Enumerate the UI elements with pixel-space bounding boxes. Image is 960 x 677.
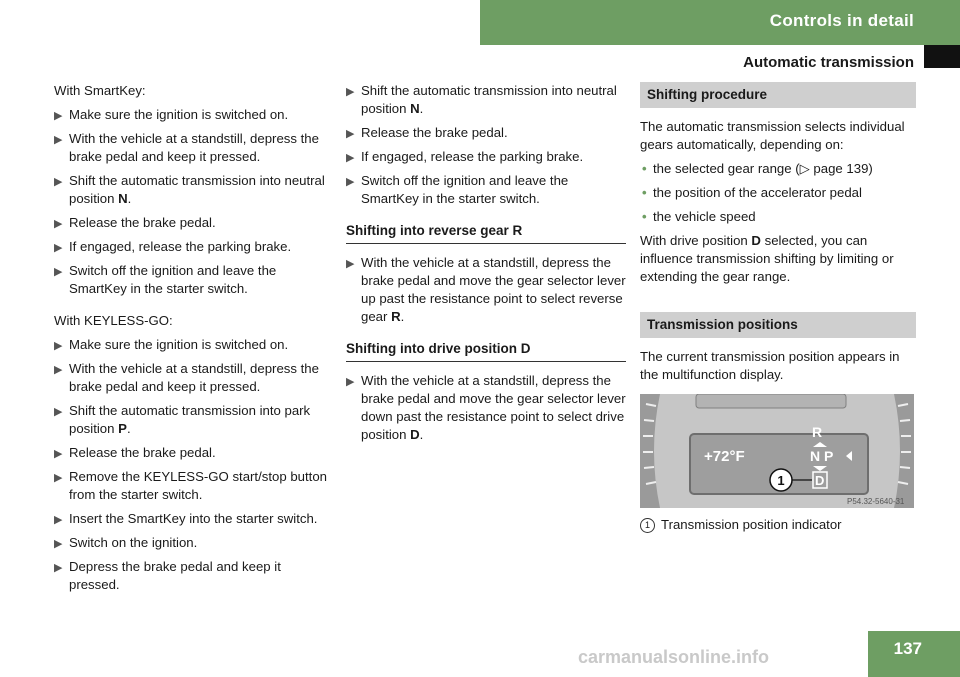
arrow-icon: ▶ bbox=[54, 364, 63, 376]
list-item: ▶ With the vehicle at a standstill, depress the brake pedal and move the gear selector lever down past the resistance point to select drive position D. bbox=[346, 373, 626, 442]
drive-heading: Shifting into drive position D bbox=[346, 340, 626, 362]
arrow-icon: ▶ bbox=[346, 176, 355, 188]
page-number: 137 bbox=[868, 631, 960, 677]
shifting-intro: The automatic transmission selects individual gears automatically, depending on: bbox=[640, 119, 905, 152]
bullet-icon: • bbox=[642, 209, 647, 224]
list-item: ▶ Switch on the ignition. bbox=[54, 534, 332, 552]
arrow-icon: ▶ bbox=[346, 376, 355, 388]
list-item: ▶ Switch off the ignition and leave the SmartKey in the starter switch. bbox=[346, 173, 569, 206]
list-item: ▶ Shift the automatic transmission into park position P. bbox=[54, 403, 311, 436]
figure-code: P54.32-5640-31 bbox=[847, 497, 905, 506]
drive-position-text: With drive position D selected, you can influence transmission shifting by limiting or extending the gear range. bbox=[640, 233, 894, 284]
list-item: ▶ Make sure the ignition is switched on. bbox=[54, 106, 332, 124]
list-item: • the selected gear range (▷ page 139) bbox=[642, 161, 873, 176]
chapter-title: Automatic transmission bbox=[743, 54, 914, 71]
arrow-icon: ▶ bbox=[54, 538, 63, 550]
arrow-icon: ▶ bbox=[346, 258, 355, 270]
top-panel bbox=[696, 394, 846, 408]
arrow-icon: ▶ bbox=[346, 152, 355, 164]
list-item: ▶ Make sure the ignition is switched on. bbox=[54, 336, 332, 354]
list-item: ▶ With the vehicle at a standstill, depress the brake pedal and keep it pressed. bbox=[54, 361, 319, 394]
reverse-heading: Shifting into reverse gear R bbox=[346, 222, 626, 244]
arrow-icon: ▶ bbox=[54, 134, 63, 146]
section-title: Controls in detail bbox=[769, 11, 914, 30]
arrow-icon: ▶ bbox=[346, 128, 355, 140]
arrow-icon: ▶ bbox=[54, 110, 63, 122]
list-item: ▶ Shift the automatic transmission into neutral position N. bbox=[54, 173, 325, 206]
list-item: • the vehicle speed bbox=[642, 209, 756, 224]
list-item: ▶ Remove the KEYLESS-GO start/stop button from the starter switch. bbox=[54, 469, 328, 502]
list-item: ▶ Release the brake pedal. bbox=[54, 214, 332, 232]
list-item: ▶ Shift the automatic transmission into neutral position N. bbox=[346, 83, 617, 116]
arrow-icon: ▶ bbox=[54, 218, 63, 230]
arrow-icon: ▶ bbox=[54, 448, 63, 460]
list-item: ▶ Release the brake pedal. bbox=[346, 124, 626, 142]
temperature-readout: +72°F bbox=[704, 448, 745, 465]
callout-number: 1 bbox=[777, 473, 785, 488]
arrow-icon: ▶ bbox=[54, 406, 63, 418]
bullet-icon: • bbox=[642, 161, 647, 176]
arrow-icon: ▶ bbox=[54, 176, 63, 188]
list-item: ▶ If engaged, release the parking brake. bbox=[346, 148, 626, 166]
gear-r: R bbox=[812, 424, 823, 440]
list-item: ▶ If engaged, release the parking brake. bbox=[54, 238, 332, 256]
keyless-intro: With KEYLESS-GO: bbox=[54, 313, 173, 328]
arrow-icon: ▶ bbox=[346, 86, 355, 98]
list-item: ▶ With the vehicle at a standstill, depress the brake pedal and keep it pressed. bbox=[54, 131, 319, 164]
column-left bbox=[54, 82, 332, 600]
list-item: ▶ Switch off the ignition and leave the SmartKey in the starter switch. bbox=[54, 263, 277, 296]
positions-text: The current transmission position appears in the multifunction display. bbox=[640, 349, 900, 382]
arrow-icon: ▶ bbox=[54, 514, 63, 526]
gear-d: D bbox=[815, 473, 825, 488]
multifunction-display-figure bbox=[640, 394, 914, 508]
arrow-icon: ▶ bbox=[54, 340, 63, 352]
header-marker bbox=[924, 45, 960, 68]
list-item: ▶ Release the brake pedal. bbox=[54, 444, 332, 462]
column-middle bbox=[346, 82, 626, 450]
arrow-icon: ▶ bbox=[54, 242, 63, 254]
transmission-positions-heading: Transmission positions bbox=[640, 312, 916, 338]
figure-caption: 1 Transmission position indicator bbox=[640, 516, 916, 534]
list-item: ▶ Insert the SmartKey into the starter switch. bbox=[54, 510, 332, 528]
gear-np: N P bbox=[810, 448, 834, 464]
arrow-icon: ▶ bbox=[54, 266, 63, 278]
arrow-icon: ▶ bbox=[54, 562, 63, 574]
list-item: ▶ With the vehicle at a standstill, depress the brake pedal and move the gear selector lever up past the resistance point to select reverse gear R. bbox=[346, 255, 626, 324]
column-right bbox=[640, 82, 916, 540]
smartkey-intro: With SmartKey: bbox=[54, 83, 146, 98]
list-item: • the position of the accelerator pedal bbox=[642, 185, 862, 200]
shifting-procedure-heading: Shifting procedure bbox=[640, 82, 916, 108]
arrow-icon: ▶ bbox=[54, 472, 63, 484]
watermark: carmanualsonline.info bbox=[578, 647, 770, 667]
bullet-icon: • bbox=[642, 185, 647, 200]
list-item: ▶ Depress the brake pedal and keep it pressed. bbox=[54, 559, 281, 592]
